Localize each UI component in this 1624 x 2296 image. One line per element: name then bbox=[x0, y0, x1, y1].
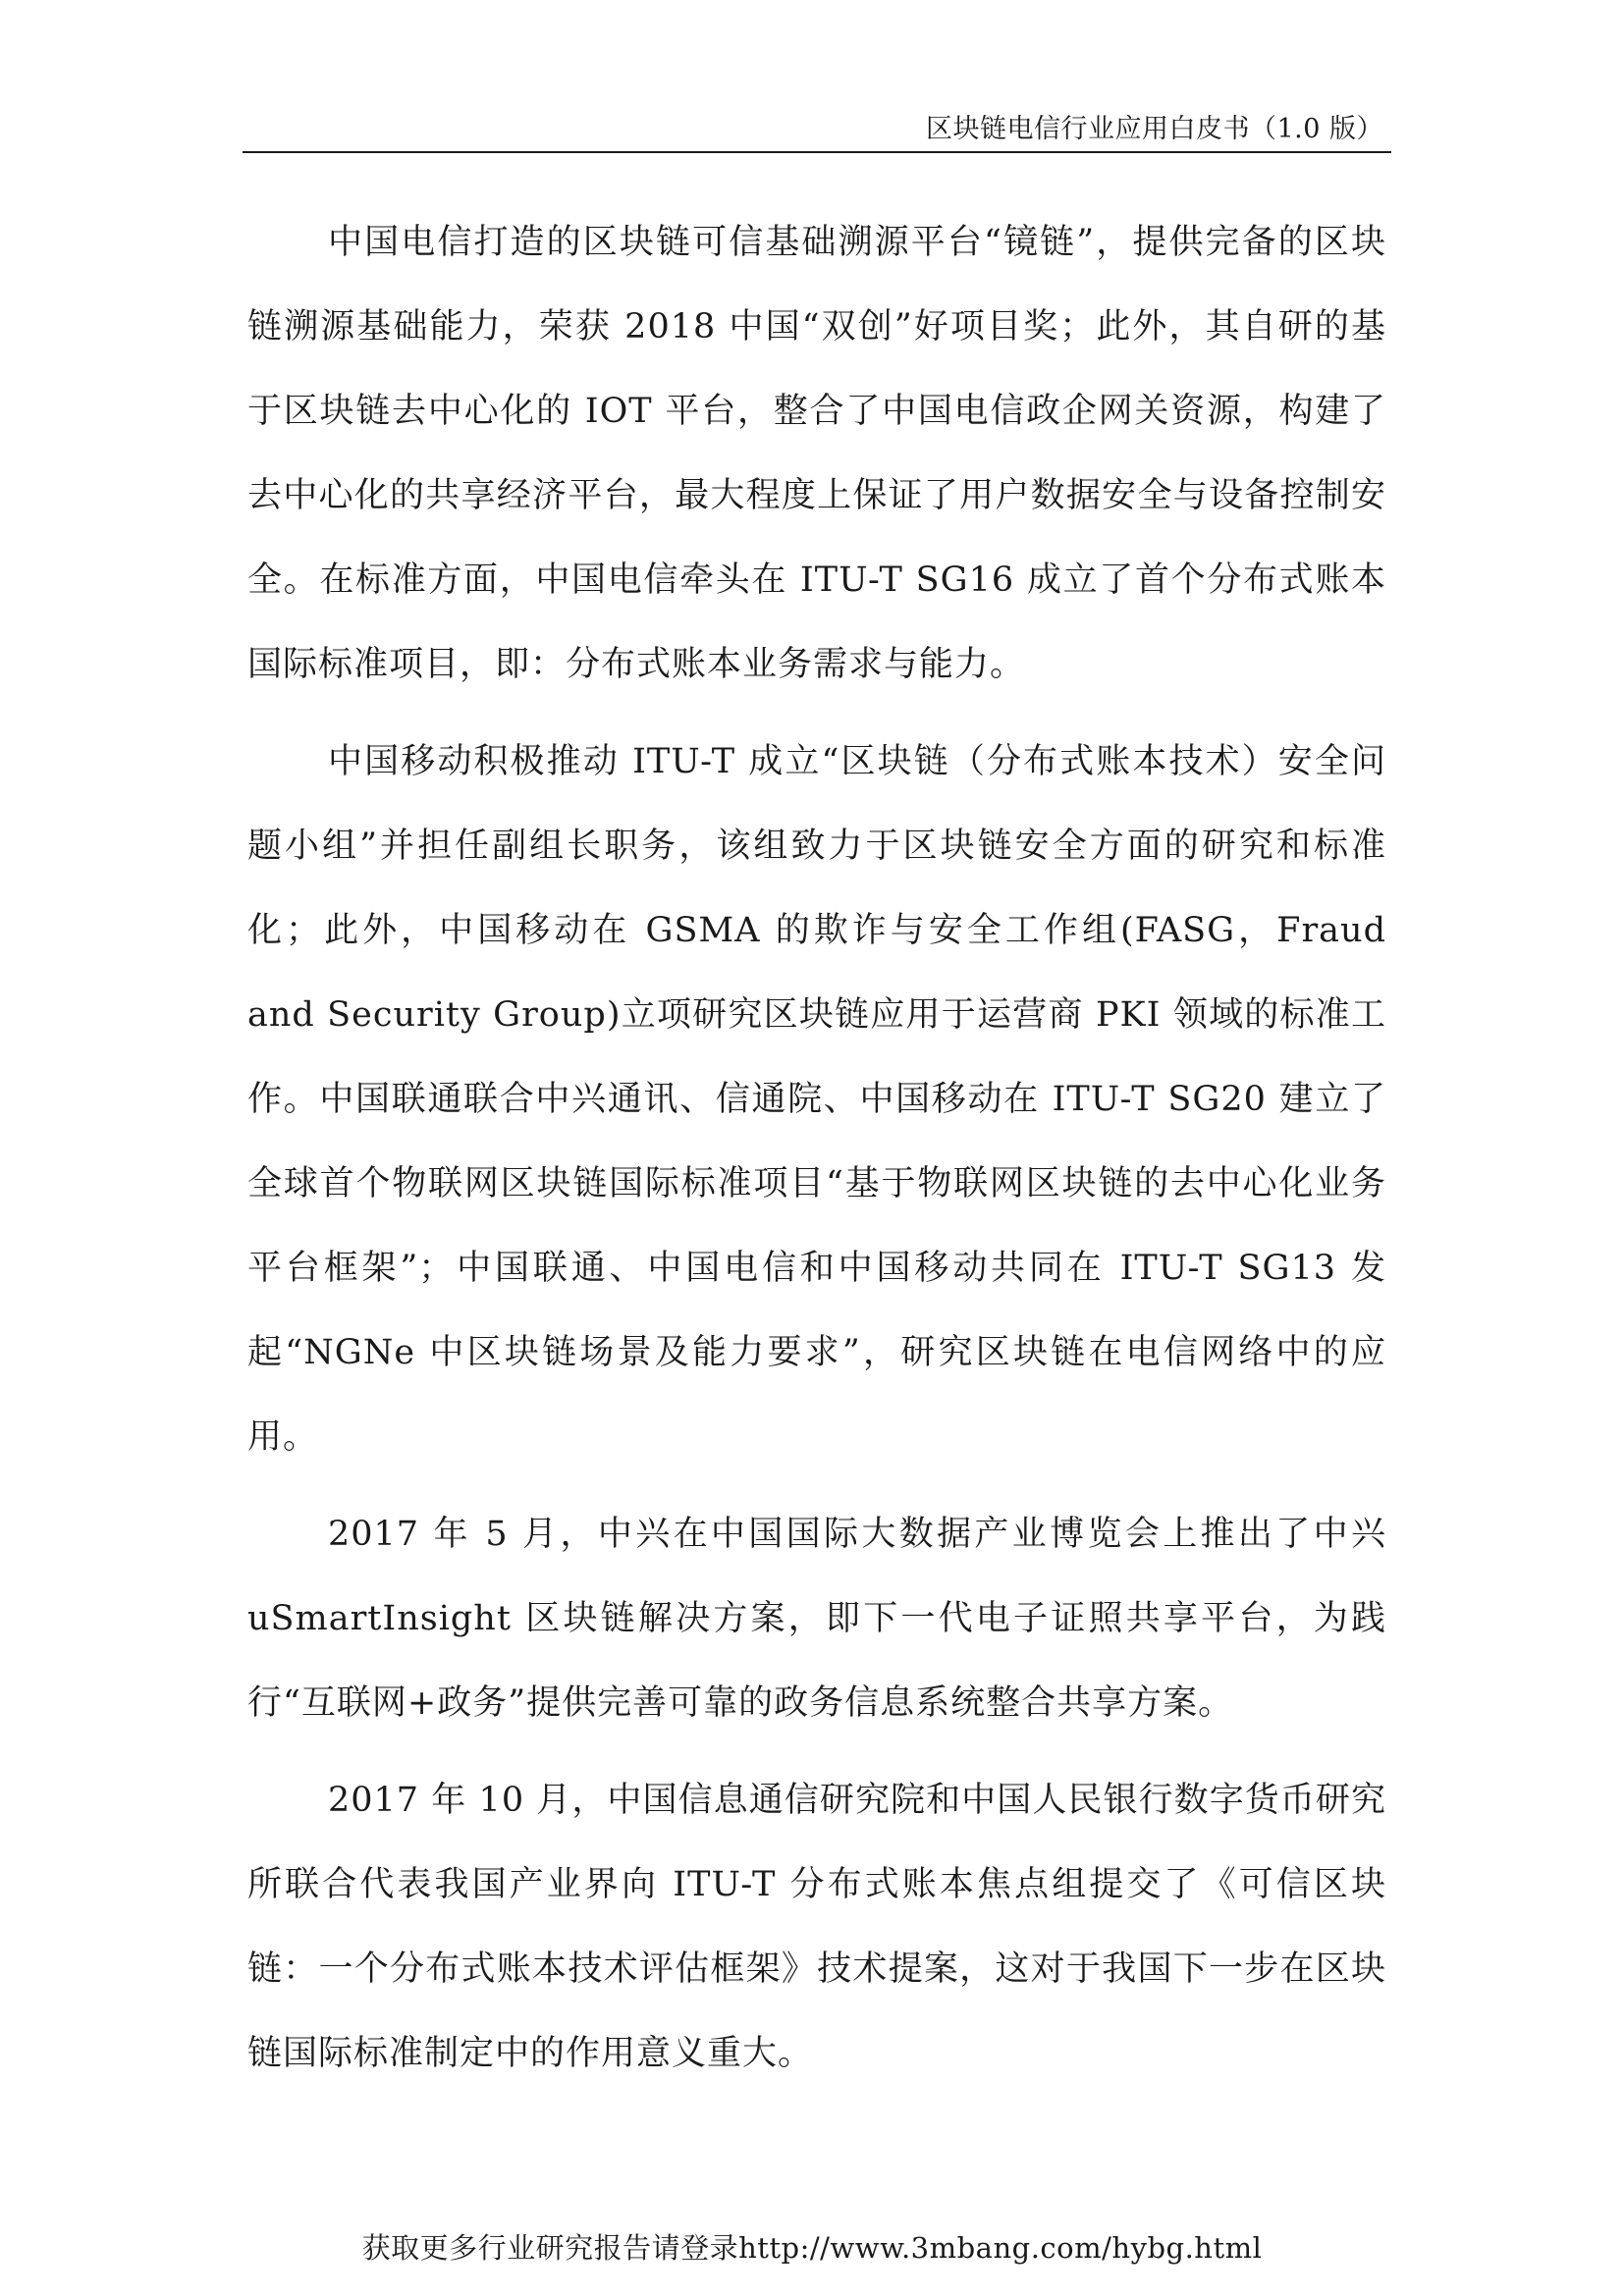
paragraph-china-telecom: 中国电信打造的区块链可信基础溯源平台“镜链”，提供完备的区块链溯源基础能力，荣获 2018 中国“双创”好项目奖；此外，其自研的基于区块链去中心化的 IOT 平台，整合了中国电信政企网关资源，构建了去中心化的共享经济平台，最大程度上保证了用户数据安全与设备控制安全。在标准方面，中国电信牵头在 ITU-T SG16 成立了首个分布式账本国际标准项目，即：分布式账本业务需求与能力。 bbox=[247, 223, 1386, 684]
paragraph-caict: 2017 年 10 月，中国信息通信研究院和中国人民银行数字货币研究所联合代表我国产业界向 ITU-T 分布式账本焦点组提交了《可信区块链：一个分布式账本技术评估框架》技术提案，这对于我国下一步在区块链国际标准制定中的作用意义重大。 bbox=[247, 1781, 1386, 2073]
footer-link-text: 获取更多行业研究报告请登录http://www.3mbang.com/hybg.html bbox=[361, 2231, 1263, 2265]
paragraph-china-mobile-unicom: 中国移动积极推动 ITU-T 成立“区块链（分布式账本技术）安全问题小组”并担任副组长职务，该组致力于区块链安全方面的研究和标准化；此外，中国移动在 GSMA 的欺诈与安全工作组(FASG，Fraud and Security Group)立项研究区块链应用于运营商 PKI 领域的标准工作。中国联通联合中兴通讯、信通院、中国移动在 ITU-T SG20 建立了全球首个物联网区块链国际标准项目“基于物联网区块链的去中心化业务平台框架”；中国联通、中国电信和中国移动共同在 ITU-T SG13 发起“NGNe 中区块链场景及能力要求”，研究区块链在电信网络中的应用。 bbox=[247, 742, 1386, 1457]
running-header bbox=[243, 110, 1391, 153]
paragraph-zte: 2017 年 5 月，中兴在中国国际大数据产业博览会上推出了中兴 uSmartInsight 区块链解决方案，即下一代电子证照共享平台，为践行“互联网+政务”提供完善可靠的政务信息系统整合共享方案。 bbox=[247, 1515, 1386, 1723]
body-text bbox=[247, 200, 1386, 2109]
running-header-title: 区块链电信行业应用白皮书（1.0 版） bbox=[925, 114, 1383, 144]
